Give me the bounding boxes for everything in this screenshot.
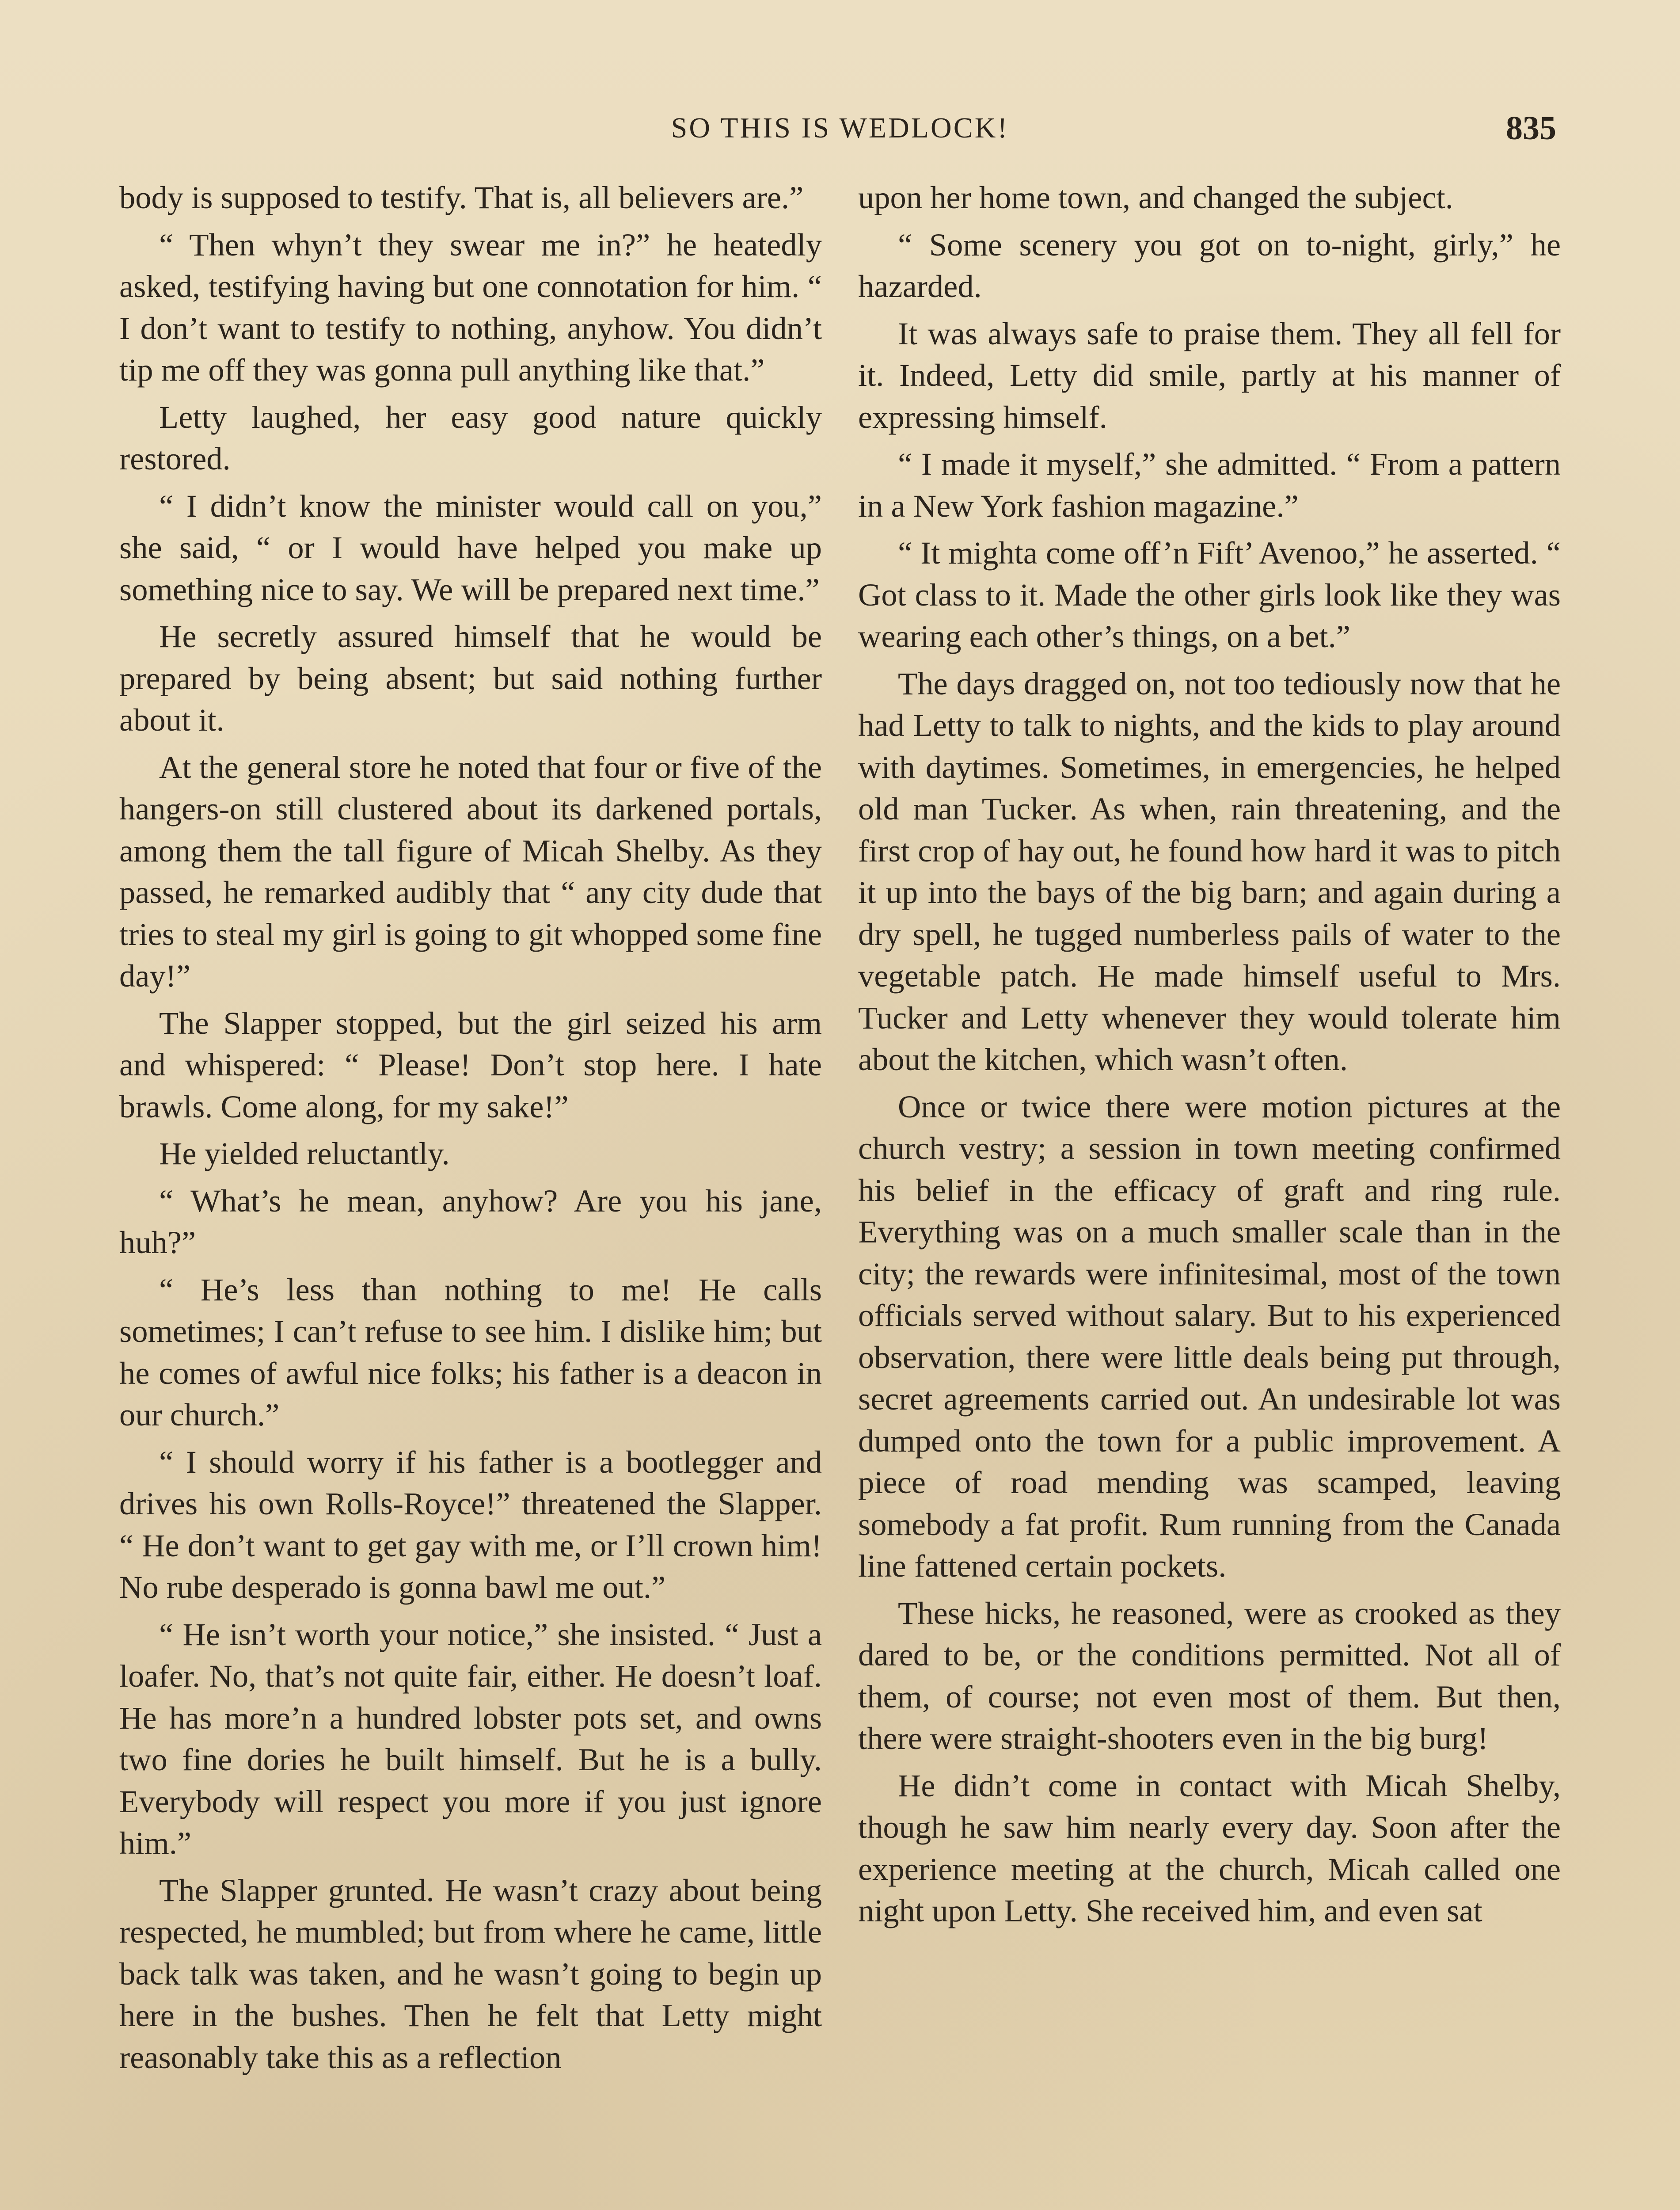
paragraph: At the general store he noted that four or five of the hangers-on still clustered about its darkened portals, among them the tall figure of Micah Shelby. As they passed, he remarked audibly that “ any city dude that tries to steal my girl is going to git whopped some fine day!” bbox=[119, 749, 822, 994]
page-header bbox=[119, 102, 1561, 155]
paragraph: “ I didn’t know the minister would call on you,” she said, “ or I would have helped you make up something nice to say. We will be prepared next time.” bbox=[119, 488, 822, 607]
paragraph: “ He’s less than nothing to me! He calls sometimes; I can’t refuse to see him. I dislike him; but he comes of awful nice folks; his father is a deacon in our church.” bbox=[119, 1271, 822, 1433]
paragraph: It was always safe to praise them. They all fell for it. Indeed, Letty did smile, partly at his manner of expressing himself. bbox=[858, 315, 1561, 435]
page-number: 835 bbox=[1506, 110, 1556, 147]
paragraph: The Slapper stopped, but the girl seized his arm and whispered: “ Please! Don’t stop here. I hate brawls. Come along, for my sake!” bbox=[119, 1005, 822, 1124]
paragraph: These hicks, he reasoned, were as crooked as they dared to be, or the conditions permitted. Not all of them, of course; not even most of them. But then, there were straight-shooters even in the big burg! bbox=[858, 1595, 1561, 1756]
left-column bbox=[119, 177, 822, 2210]
paragraph: “ I made it myself,” she admitted. “ From a pattern in a New York fashion magazine.” bbox=[858, 446, 1561, 524]
paragraph: “ Some scenery you got on to-night, girly,” he hazarded. bbox=[858, 226, 1561, 304]
right-column bbox=[858, 177, 1561, 2210]
paragraph: “ It mighta come off’n Fift’ Avenoo,” he asserted. “ Got class to it. Made the other girls look like they was wearing each other’s things, on a bet.” bbox=[858, 535, 1561, 654]
paragraph: Once or twice there were motion pictures at the church vestry; a session in town meeting confirmed his belief in the efficacy of graft and ring rule. Everything was on a much smaller scale than in the city; the rewards were infinitesimal, most of the town officials served without salary. But to his experienced observation, there were little deals being put through, secret agreements carried out. An undesirable lot was dumped onto the town for a public improvement. A piece of road mending was scamped, leaving somebody a fat profit. Rum running from the Canada line fattened certain pockets. bbox=[858, 1088, 1561, 1584]
paragraph: He yielded reluctantly. bbox=[159, 1135, 450, 1171]
paragraph: “ What’s he mean, anyhow? Are you his jane, huh?” bbox=[119, 1182, 822, 1260]
paragraph: The Slapper grunted. He wasn’t crazy about being respected, he mumbled; but from where he came, little back talk was taken, and he wasn’t going to begin up here in the bushes. Then he felt that Letty might reasonably take this as a reflection bbox=[119, 1872, 822, 2075]
paragraph: body is supposed to testify. That is, all believers are.” bbox=[119, 179, 804, 215]
paragraph: “ He isn’t worth your notice,” she insisted. “ Just a loafer. No, that’s not quite fair, either. He doesn’t loaf. He has more’n a hundred lobster pots set, and owns two fine dories he built himself. But he is a bully. Everybody will respect you more if you just ignore him.” bbox=[119, 1616, 822, 1861]
paragraph: upon her home town, and changed the subject. bbox=[858, 179, 1453, 215]
paragraph: He didn’t come in contact with Micah Shelby, though he saw him nearly every day. Soon after the experience meeting at the church, Micah called one night upon Letty. She received him, and even sat bbox=[858, 1767, 1561, 1928]
paragraph: He secretly assured himself that he would be prepared by being absent; but said nothing further about it. bbox=[119, 618, 822, 738]
paragraph: “ Then whyn’t they swear me in?” he heatedly asked, testifying having but one connotation for him. “ I don’t want to testify to nothing, anyhow. You didn’t tip me off they was gonna pull anything like that.” bbox=[119, 226, 822, 388]
paragraph: “ I should worry if his father is a bootlegger and drives his own Rolls-Royce!” threatened the Slapper. “ He don’t want to get gay with me, or I’ll crown him! No rube desperado is gonna bawl me out.” bbox=[119, 1444, 822, 1605]
running-head: SO THIS IS WEDLOCK! bbox=[671, 112, 1009, 144]
paragraph: Letty laughed, her easy good nature quickly restored. bbox=[119, 399, 822, 476]
text-columns bbox=[119, 177, 1561, 2210]
paragraph: The days dragged on, not too tediously now that he had Letty to talk to nights, and the kids to play around with daytimes. Sometimes, in emergencies, he helped old man Tucker. As when, rain threatening, and the first crop of hay out, he found how hard it was to pitch it up into the bays of the big barn; and again during a dry spell, he tugged numberless pails of water to the vegetable patch. He made himself useful to Mrs. Tucker and Letty whenever they would tolerate him about the kitchen, which wasn’t often. bbox=[858, 665, 1561, 1077]
